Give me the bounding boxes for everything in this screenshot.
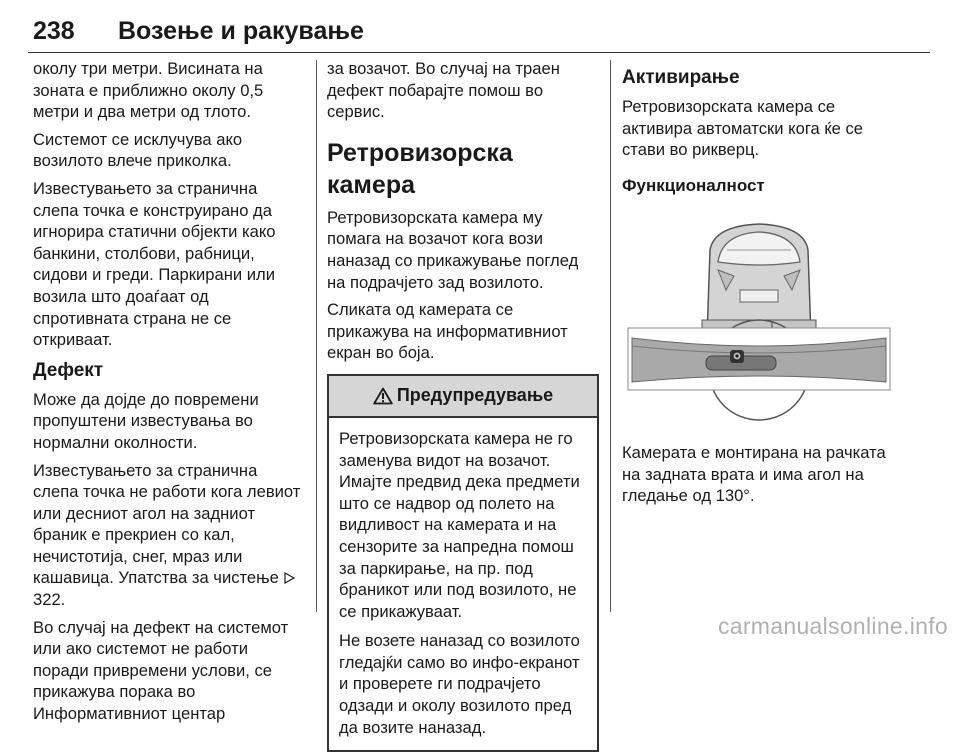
watermark: carmanualsonline.info [717,613,948,639]
heading-activation: Активирање [622,67,740,88]
heading-functionality: Функционалност [622,175,765,195]
paragraph: Во случај на дефект на системот или ако системот не работи поради привремени услови, се прикажува порака во Информативниот центар [33,617,289,724]
heading-rear-camera: Ретровизорска камера [327,138,513,199]
warning-title: Предупредување [396,385,554,406]
figure-caption: Камерата е монтирана на рачката на задната врата и има агол на гледање од 130°. [622,442,886,506]
heading-defect: Дефект [33,359,104,381]
paragraph [33,460,305,611]
column-divider-1 [316,60,317,612]
warning-paragraph: Ретровизорската камера не го заменува видот на возачот. Имајте предвид дека предмети што се надвор од полето на видливост на камерата и на сензорите за напредна помош за паркирање, на пр. под браникот или под возилото, не се прикажуваат. [339,428,580,621]
paragraph: Сликата од камерата се прикажува на информативниот екран во боја. [327,300,568,363]
warning-header [329,376,597,418]
chapter-title: Возење и ракување [118,17,364,45]
column-3 [622,58,896,513]
page-reference: 322. [33,590,66,610]
rear-camera-illustration [622,210,896,430]
paragraph: Ретровизорската камера се активира автоматски кога ќе се стави во рикверц. [622,97,863,160]
warning-box [327,374,599,752]
warning-body [329,418,597,750]
paragraph: Може да дојде до повремени пропуштени известувања во нормални околности. [33,389,259,452]
paragraph-text: Известувањето за странична слепа точка не работи кога левиот или десниот агол на задниот браник е прекриен со кал, нечистотија, снег, мраз или кашавица. Упатства за чистење [33,460,301,588]
paragraph: Ретровизорската камера му помага на возачот кога вози наназад со прикажување поглед на подрачјето зад возилото. [327,207,579,292]
column-2 [327,58,599,752]
column-divider-2 [610,60,611,612]
column-1 [33,58,305,731]
reference-arrow-icon [284,572,295,584]
page-header [28,0,930,53]
warning-paragraph: Не возете наназад со возилото гледајќи само во инфо-екранот и проверете ги подрачјето одзади и околу возилото пред да возите наназад. [339,631,580,737]
page-number: 238 [33,17,75,45]
paragraph: за возачот. Во случај на траен дефект побарајте помош во сервис. [327,59,560,122]
warning-triangle-icon [373,387,393,405]
paragraph: околу три метри. Висината на зоната е приближно околу 0,5 метри и два метри од тлото. [33,59,264,122]
paragraph: Системот се исклучува ако возилото влече приколка. [33,129,243,171]
paragraph: Известувањето за странична слепа точка е конструирано да игнорира статични објекти како банкини, столбови, рабници, сидови и греди. Паркирани или возила што доаѓаат од спротивната страна не се откриваат. [33,178,276,350]
